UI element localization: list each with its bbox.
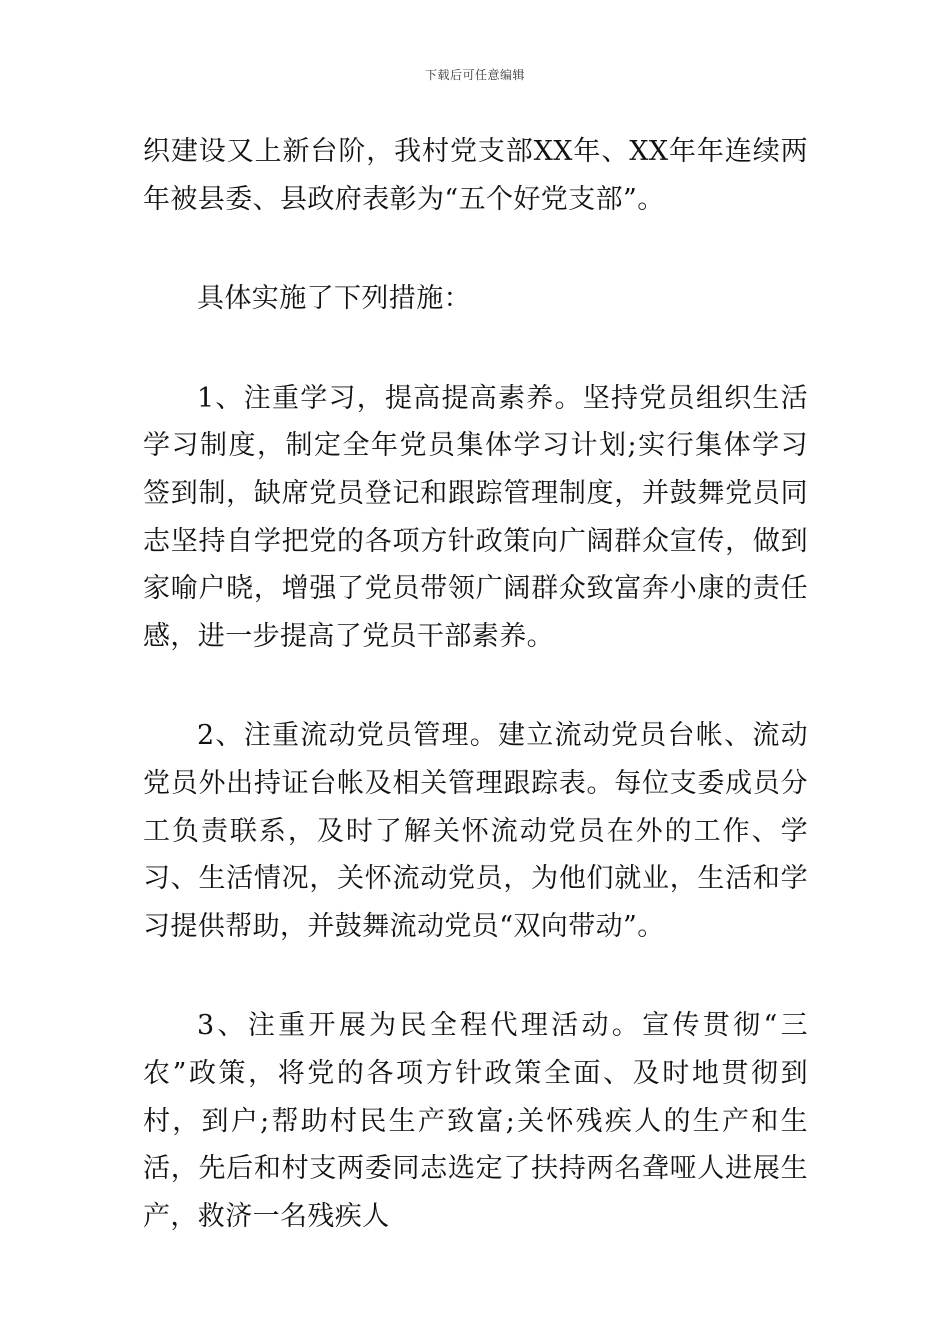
page-header: 下载后可任意编辑: [424, 68, 525, 82]
paragraph-measures-intro: 具体实施了下列措施：: [197, 283, 471, 315]
paragraph-item-1: 1、注重学习，提高提高素养。坚持党员组织生活学习制度，制定全年党员集体学习计划;实行集体学习签到制，缺席党员登记和跟踪管理制度，并鼓舞党员同志坚持自学把党的各项方针政策向广阔群众宣传，做到家喻户晓，增强了党员带领广阔群众致富奔小康的责任感，进一步提高了党员干部素养。: [143, 382, 808, 652]
paragraph-item-3: 3、注重开展为民全程代理活动。宣传贯彻“三农”政策，将党的各项方针政策全面、及时地贯彻到村，到户;帮助村民生产致富;关怀残疾人的生产和生活，先后和村支两委同志选定了扶持两名聋哑人进展生产，救济一名残疾人: [143, 1010, 808, 1232]
paragraph-item-2: 2、注重流动党员管理。建立流动党员台帐、流动党员外出持证台帐及相关管理跟踪表。每位支委成员分工负责联系，及时了解关怀流动党员在外的工作、学习、生活情况，关怀流动党员，为他们就业，生活和学习提供帮助，并鼓舞流动党员“双向带动”。: [143, 720, 808, 942]
paragraph-continuation: 织建设又上新台阶，我村党支部XX年、XX年年连续两年被县委、县政府表彰为“五个好党支部”。: [143, 136, 808, 215]
document-body: [143, 128, 808, 1240]
